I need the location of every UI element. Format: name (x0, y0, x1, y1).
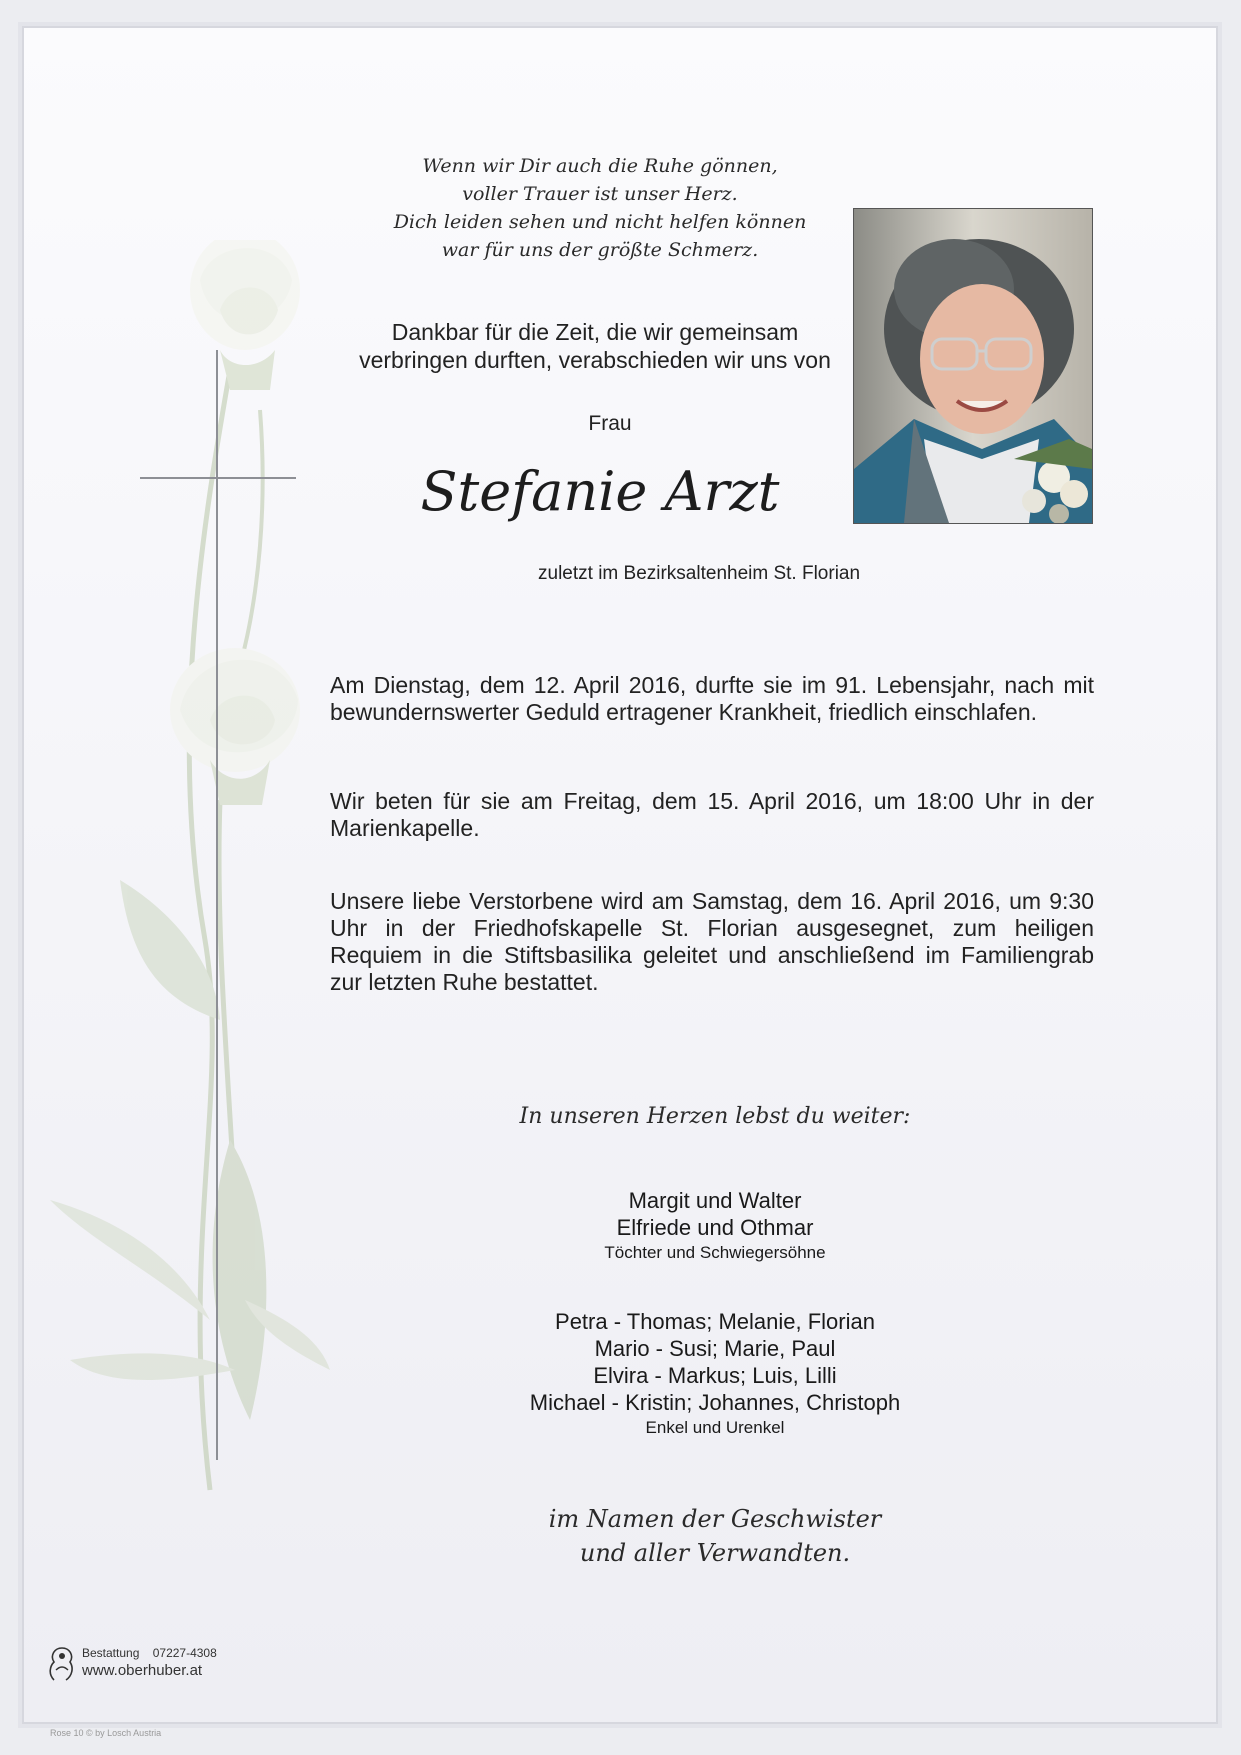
family-member: Michael - Kristin; Johannes, Christoph (529, 1390, 901, 1415)
family-children (420, 1187, 1010, 1263)
closing-line: im Namen der Geschwister (548, 1505, 882, 1533)
family-member: Petra - Thomas; Melanie, Florian (555, 1309, 875, 1334)
family-member: Margit und Walter (628, 1188, 802, 1213)
verse-line: Wenn wir Dir auch die Ruhe gönnen, (422, 155, 778, 177)
closing-line: und aller Verwandten. (579, 1539, 851, 1567)
copyright-note: Rose 10 © by Losch Austria (50, 1728, 162, 1738)
portrait-photo (853, 208, 1093, 524)
death-notice-paragraph: Am Dienstag, dem 12. April 2016, durfte sie im 91. Lebensjahr, nach mit bewundernswerter Geduld ertragener Krankheit, friedlich einschlafen. (330, 672, 1094, 725)
family-grandchildren (420, 1308, 1010, 1438)
family-caption: Enkel und Urenkel (645, 1418, 785, 1437)
family-member: Elvira - Markus; Luis, Lilli (593, 1363, 837, 1388)
intro-text (320, 318, 870, 374)
family-caption: Töchter und Schwiegersöhne (604, 1243, 826, 1262)
funeral-home-logo-icon (46, 1644, 78, 1684)
memorial-verse (350, 152, 850, 264)
cross-icon (140, 350, 296, 1460)
motto: In unseren Herzen lebst du weiter: (519, 1104, 911, 1129)
company-label: Bestattung (82, 1646, 140, 1660)
verse-line: Dich leiden sehen und nicht helfen können (393, 211, 807, 233)
funeral-home-label (82, 1646, 217, 1660)
closing-signature (520, 1502, 910, 1570)
family-member: Elfriede und Othmar (616, 1215, 814, 1240)
company-phone: 07227-4308 (152, 1646, 217, 1660)
deceased-name: Stefanie Arzt (420, 460, 780, 523)
salutation: Frau (588, 412, 632, 435)
verse-line: war für uns der größte Schmerz. (441, 239, 759, 261)
company-website[interactable]: www.oberhuber.at (82, 1662, 203, 1679)
verse-line: voller Trauer ist unser Herz. (462, 183, 738, 205)
family-member: Mario - Susi; Marie, Paul (594, 1336, 836, 1361)
intro-line: verbringen durften, verabschieden wir uns von (359, 347, 831, 373)
prayer-paragraph: Wir beten für sie am Freitag, dem 15. April 2016, um 18:00 Uhr in der Marienkapelle. (330, 788, 1094, 841)
funeral-paragraph: Unsere liebe Verstorbene wird am Samstag, dem 16. April 2016, um 9:30 Uhr in der Friedhofskapelle St. Florian ausgesegnet, zum heiligen Requiem in die Stiftsbasilika geleitet und anschließend im Familiengrab zur letzten Ruhe bestattet. (330, 888, 1094, 995)
intro-line: Dankbar für die Zeit, die wir gemeinsam (391, 319, 799, 345)
residence-note: zuletzt im Bezirksaltenheim St. Florian (538, 563, 861, 584)
